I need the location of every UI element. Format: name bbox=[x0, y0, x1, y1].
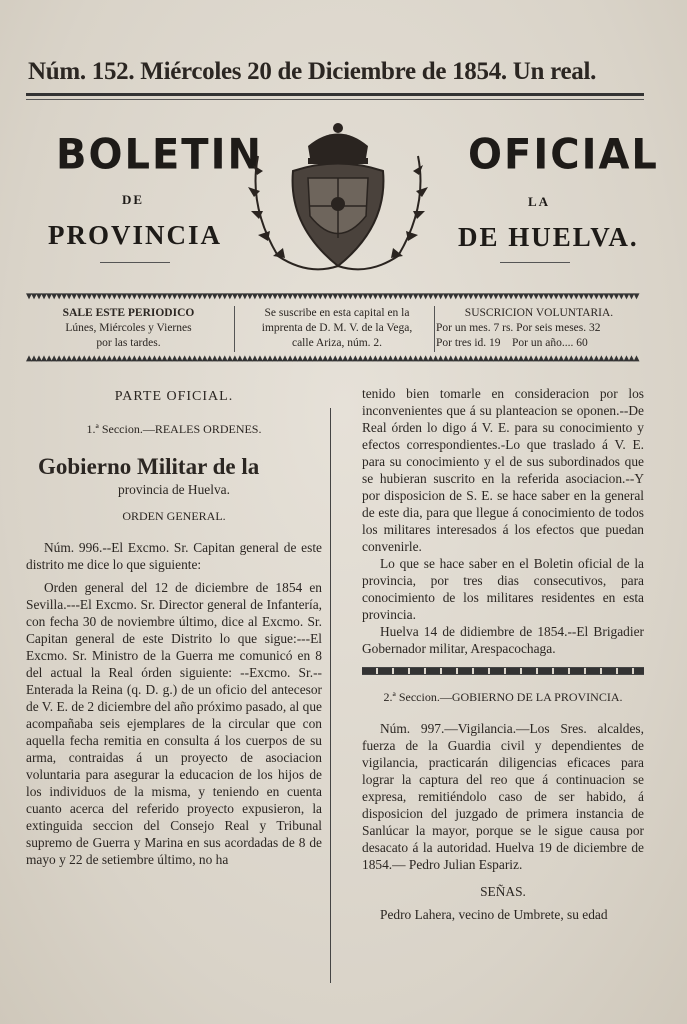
header-rule bbox=[26, 93, 644, 96]
info-left-line: SALE ESTE PERIODICO bbox=[62, 307, 195, 319]
ornament-left bbox=[100, 262, 170, 263]
info-middle-line: Se suscribe en esta capital en la bbox=[264, 307, 410, 319]
parte-oficial-heading: PARTE OFICIAL. bbox=[114, 389, 234, 404]
article-paragraph: Núm. 997.—Vigilancia.—Los Sres. alcaldes, fuerza de la Guardia civil y dependientes de vigilancia, practicarán diligencias eficaces para lograr la captura del reo que á continuacion se expresa, remitiéndolo caso de ser habido, á disposicion del juzgado de primera instancia de Sanlúcar la mayor, porque se le sigue causa por desacato á la autoridad. Huelva 19 de diciembre de 1854.— Pedro Julian Espariz. bbox=[362, 721, 644, 872]
left-column bbox=[26, 388, 322, 868]
masthead-oficial: OFICIAL bbox=[468, 130, 659, 180]
band-border-top: ▼▼▼▼▼▼▼▼▼▼▼▼▼▼▼▼▼▼▼▼▼▼▼▼▼▼▼▼▼▼▼▼▼▼▼▼▼▼▼▼▼▼▼▼▼▼▼▼▼▼▼▼▼▼▼▼▼▼▼▼▼▼▼▼▼▼▼▼▼▼▼▼▼▼▼▼▼▼▼▼▼▼▼▼▼▼▼▼▼▼▼▼▼▼▼▼▼▼▼▼▼▼▼▼▼▼▼▼▼▼▼▼▼▼▼▼▼▼▼▼▼▼ bbox=[26, 292, 639, 302]
info-prices bbox=[436, 306, 642, 351]
band-divider bbox=[234, 306, 235, 352]
info-periodicity bbox=[26, 306, 231, 351]
band-divider bbox=[434, 306, 435, 352]
subscription-band bbox=[26, 292, 644, 364]
article-subtitle: provincia de Huelva. bbox=[118, 482, 230, 497]
info-right-line: SUSCRICION VOLUNTARIA. bbox=[464, 307, 614, 319]
section-divider bbox=[362, 667, 644, 675]
info-right-line: Por un mes. 7 rs. Por seis meses. 32 bbox=[436, 322, 601, 334]
info-left-line: Lúnes, Miércoles y Viernes bbox=[65, 322, 192, 334]
masthead-de-huelva: DE HUELVA. bbox=[458, 222, 639, 252]
band-border-bottom: ▲▲▲▲▲▲▲▲▲▲▲▲▲▲▲▲▲▲▲▲▲▲▲▲▲▲▲▲▲▲▲▲▲▲▲▲▲▲▲▲▲▲▲▲▲▲▲▲▲▲▲▲▲▲▲▲▲▲▲▲▲▲▲▲▲▲▲▲▲▲▲▲▲▲▲▲▲▲▲▲▲▲▲▲▲▲▲▲▲▲▲▲▲▲▲▲▲▲▲▲▲▲▲▲▲▲▲▲▲▲▲▲▲▲▲▲▲▲▲▲▲▲ bbox=[26, 354, 639, 364]
masthead-provincia: PROVINCIA bbox=[48, 220, 223, 250]
column-divider bbox=[330, 408, 331, 983]
article-title: Gobierno Militar de la bbox=[38, 454, 260, 479]
orden-general-heading: ORDEN GENERAL. bbox=[122, 509, 226, 523]
article-paragraph: Orden general del 12 de diciembre de 1854 en Sevilla.---El Excmo. Sr. Director general de Infantería, con fecha 30 de noviembre último, dice al Excmo. Sr. Capitan general de este Distrito lo que sigue:---El Excmo. Sr. Ministro de la Guerra me comunicó en 8 del actual la Real órden siguiente: --Excmo. Sr.--Enterada la Reina (q. D. g.) de un oficio del antecesor de V. E. de 2 diciembre del año próximo pasado, al que acompañaba seis ejemplares de la circular que con aquella fecha remitia en consulta á los cuerpos de su arma, contraidas á un proyecto de asociacion voluntaria para asegurar la educacion de los hijos de los individuos de la misma, y teniendo en cuenta cuanto acerca del referido proyecto expusieron, la extinguida seccion del Consejo Real y Tribunal supremo de Guerra y Marina en sus acordadas de 8 de mayo y 22 de setiembre último, no ha bbox=[26, 580, 322, 867]
info-right-line: Por tres id. 19 Por un año.... 60 bbox=[436, 337, 588, 349]
info-left-line: por las tardes. bbox=[96, 337, 161, 349]
article-paragraph: tenido bien tomarle en consideracion por los inconvenientes que á su planteacion se oponen.--De Real órden lo digo á V. E. para su conocimiento y efectos correspondientes.-Lo que traslado á V. E. para su conocimiento y el de sus subordinados que se hubieran suscrito en la referida asociacion.--Y por disposicion de S. E. se hace saber en la general de este dia, para que llegue á conocimiento de todos los militares interesados á los efectos que puedan convenirle. bbox=[362, 386, 644, 554]
masthead-la: LA bbox=[528, 194, 551, 209]
masthead-de: DE bbox=[122, 192, 145, 207]
article-paragraph: Núm. 996.--El Excmo. Sr. Capitan general de este distrito me dice lo que siguiente: bbox=[26, 540, 322, 572]
info-middle-line: calle Ariza, núm. 2. bbox=[291, 337, 383, 349]
dateline: Núm. 152. Miércoles 20 de Diciembre de 1854. Un real. bbox=[28, 58, 597, 85]
section-1-heading: 1.ª Seccion.—REALES ORDENES. bbox=[86, 422, 262, 436]
right-column bbox=[362, 385, 644, 923]
royal-crest-icon bbox=[238, 116, 438, 278]
senas-heading: SEÑAS. bbox=[480, 884, 526, 899]
article-signature: Huelva 14 de didiembre de 1854.--El Brigadier Gobernador militar, Arespacochaga. bbox=[362, 624, 644, 656]
ornament-right bbox=[500, 262, 570, 263]
info-middle-line: imprenta de D. M. V. de la Vega, bbox=[261, 322, 413, 334]
section-2-heading: 2.ª Seccion.—GOBIERNO DE LA PROVINCIA. bbox=[383, 690, 623, 704]
info-subscription-place bbox=[238, 306, 436, 351]
article-paragraph: Lo que se hace saber en el Boletin oficial de la provincia, por tres dias consecutivos, para conocimiento de los militares residentes en esta provincia. bbox=[362, 556, 644, 622]
article-paragraph: Pedro Lahera, vecino de Umbrete, su edad bbox=[380, 907, 608, 922]
masthead-boletin: BOLETIN bbox=[56, 130, 263, 180]
header-rule-thin bbox=[26, 99, 644, 100]
